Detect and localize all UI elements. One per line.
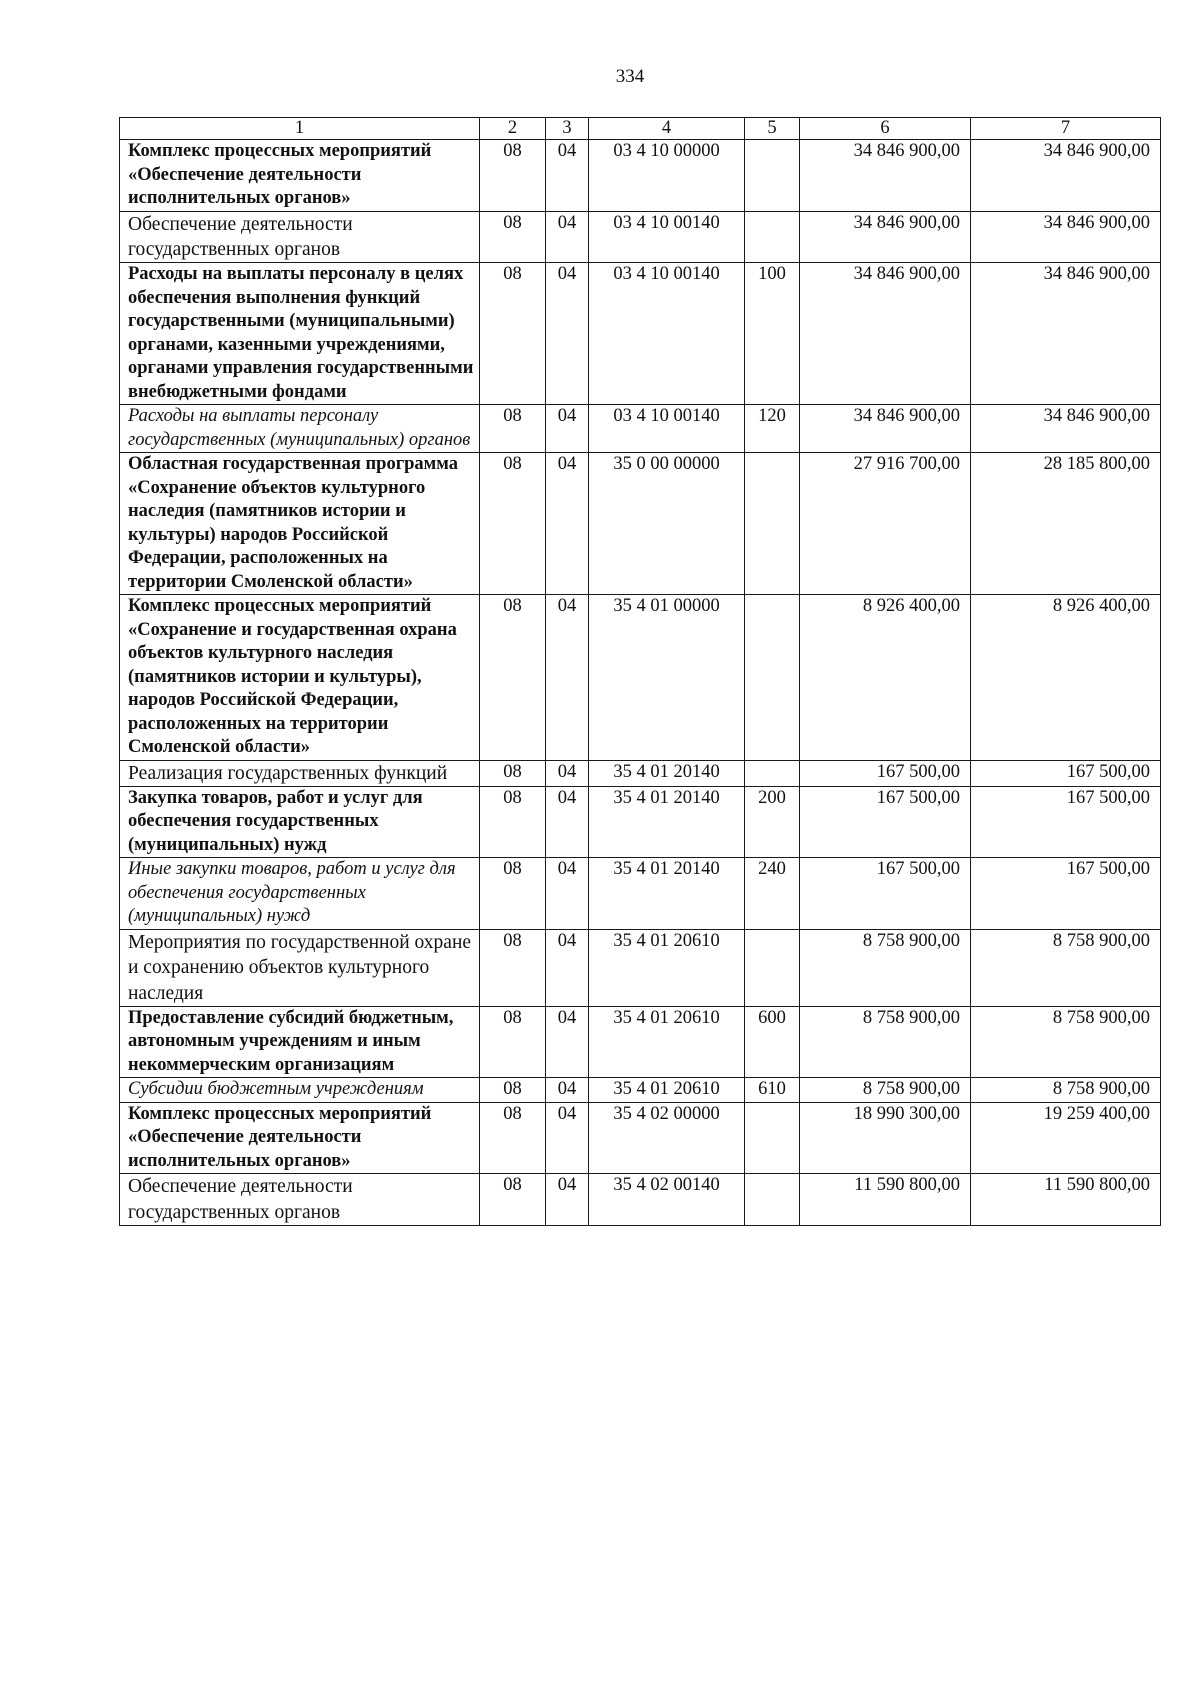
target-article-cell: 35 4 02 00140 bbox=[589, 1174, 745, 1226]
subsection-code-cell: 04 bbox=[546, 595, 589, 760]
amount-year-2-cell: 8 758 900,00 bbox=[971, 1006, 1161, 1077]
target-article-cell: 35 4 01 20140 bbox=[589, 760, 745, 786]
header-cell-5: 5 bbox=[745, 118, 800, 140]
section-code-cell: 08 bbox=[480, 786, 546, 857]
table-row bbox=[120, 1006, 1161, 1077]
table-row bbox=[120, 595, 1161, 760]
expense-type-cell: 610 bbox=[745, 1078, 800, 1102]
header-cell-2: 2 bbox=[480, 118, 546, 140]
amount-year-1-cell: 8 758 900,00 bbox=[800, 1006, 971, 1077]
row-name-cell: Областная государственная программа «Сохранение объектов культурного наследия (памятников истории и культуры) народов Российской Федерации, расположенных на территории Смоленской области» bbox=[120, 453, 480, 595]
section-code-cell: 08 bbox=[480, 760, 546, 786]
expense-type-cell: 100 bbox=[745, 263, 800, 405]
row-name-cell: Закупка товаров, работ и услуг для обеспечения государственных (муниципальных) нужд bbox=[120, 786, 480, 857]
row-name-cell: Иные закупки товаров, работ и услуг для обеспечения государственных (муниципальных) нужд bbox=[120, 858, 480, 929]
section-code-cell: 08 bbox=[480, 595, 546, 760]
expense-type-cell bbox=[745, 453, 800, 595]
expense-type-cell bbox=[745, 760, 800, 786]
expense-type-cell bbox=[745, 140, 800, 211]
target-article-cell: 03 4 10 00140 bbox=[589, 405, 745, 453]
target-article-cell: 35 4 01 00000 bbox=[589, 595, 745, 760]
amount-year-1-cell: 11 590 800,00 bbox=[800, 1174, 971, 1226]
table-row bbox=[120, 760, 1161, 786]
amount-year-1-cell: 8 926 400,00 bbox=[800, 595, 971, 760]
header-row bbox=[120, 118, 1161, 140]
row-name-cell: Комплекс процессных мероприятий «Обеспечение деятельности исполнительных органов» bbox=[120, 1102, 480, 1173]
row-name-cell: Реализация государственных функций bbox=[120, 760, 480, 786]
amount-year-1-cell: 34 846 900,00 bbox=[800, 211, 971, 263]
table-row bbox=[120, 453, 1161, 595]
amount-year-1-cell: 8 758 900,00 bbox=[800, 929, 971, 1006]
amount-year-2-cell: 167 500,00 bbox=[971, 760, 1161, 786]
subsection-code-cell: 04 bbox=[546, 263, 589, 405]
amount-year-2-cell: 34 846 900,00 bbox=[971, 140, 1161, 211]
header-cell-4: 4 bbox=[589, 118, 745, 140]
header-cell-3: 3 bbox=[546, 118, 589, 140]
section-code-cell: 08 bbox=[480, 405, 546, 453]
amount-year-2-cell: 34 846 900,00 bbox=[971, 263, 1161, 405]
table-row bbox=[120, 929, 1161, 1006]
target-article-cell: 35 4 01 20140 bbox=[589, 786, 745, 857]
amount-year-1-cell: 27 916 700,00 bbox=[800, 453, 971, 595]
amount-year-1-cell: 34 846 900,00 bbox=[800, 140, 971, 211]
section-code-cell: 08 bbox=[480, 858, 546, 929]
target-article-cell: 35 4 02 00000 bbox=[589, 1102, 745, 1173]
subsection-code-cell: 04 bbox=[546, 1174, 589, 1226]
subsection-code-cell: 04 bbox=[546, 211, 589, 263]
target-article-cell: 35 4 01 20610 bbox=[589, 1078, 745, 1102]
row-name-cell: Субсидии бюджетным учреждениям bbox=[120, 1078, 480, 1102]
subsection-code-cell: 04 bbox=[546, 1078, 589, 1102]
subsection-code-cell: 04 bbox=[546, 140, 589, 211]
expense-type-cell bbox=[745, 1174, 800, 1226]
subsection-code-cell: 04 bbox=[546, 760, 589, 786]
expense-type-cell bbox=[745, 211, 800, 263]
section-code-cell: 08 bbox=[480, 1174, 546, 1226]
table-row bbox=[120, 263, 1161, 405]
expense-type-cell bbox=[745, 929, 800, 1006]
amount-year-2-cell: 8 758 900,00 bbox=[971, 1078, 1161, 1102]
section-code-cell: 08 bbox=[480, 263, 546, 405]
expense-type-cell: 600 bbox=[745, 1006, 800, 1077]
amount-year-1-cell: 8 758 900,00 bbox=[800, 1078, 971, 1102]
amount-year-1-cell: 18 990 300,00 bbox=[800, 1102, 971, 1173]
amount-year-2-cell: 167 500,00 bbox=[971, 858, 1161, 929]
table-row bbox=[120, 786, 1161, 857]
section-code-cell: 08 bbox=[480, 453, 546, 595]
subsection-code-cell: 04 bbox=[546, 929, 589, 1006]
amount-year-2-cell: 167 500,00 bbox=[971, 786, 1161, 857]
expense-type-cell bbox=[745, 595, 800, 760]
amount-year-1-cell: 167 500,00 bbox=[800, 858, 971, 929]
subsection-code-cell: 04 bbox=[546, 453, 589, 595]
section-code-cell: 08 bbox=[480, 929, 546, 1006]
expense-type-cell: 240 bbox=[745, 858, 800, 929]
header-cell-7: 7 bbox=[971, 118, 1161, 140]
row-name-cell: Расходы на выплаты персоналу государственных (муниципальных) органов bbox=[120, 405, 480, 453]
section-code-cell: 08 bbox=[480, 1006, 546, 1077]
section-code-cell: 08 bbox=[480, 140, 546, 211]
row-name-cell: Комплекс процессных мероприятий «Обеспечение деятельности исполнительных органов» bbox=[120, 140, 480, 211]
header-cell-1: 1 bbox=[120, 118, 480, 140]
target-article-cell: 35 4 01 20610 bbox=[589, 929, 745, 1006]
amount-year-2-cell: 28 185 800,00 bbox=[971, 453, 1161, 595]
expense-type-cell: 120 bbox=[745, 405, 800, 453]
subsection-code-cell: 04 bbox=[546, 1102, 589, 1173]
amount-year-1-cell: 34 846 900,00 bbox=[800, 263, 971, 405]
subsection-code-cell: 04 bbox=[546, 786, 589, 857]
amount-year-1-cell: 34 846 900,00 bbox=[800, 405, 971, 453]
budget-table bbox=[119, 117, 1161, 1226]
row-name-cell: Обеспечение деятельности государственных органов bbox=[120, 1174, 480, 1226]
header-cell-6: 6 bbox=[800, 118, 971, 140]
table-row bbox=[120, 140, 1161, 211]
amount-year-2-cell: 8 758 900,00 bbox=[971, 929, 1161, 1006]
row-name-cell: Мероприятия по государственной охране и сохранению объектов культурного наследия bbox=[120, 929, 480, 1006]
amount-year-1-cell: 167 500,00 bbox=[800, 760, 971, 786]
target-article-cell: 03 4 10 00140 bbox=[589, 211, 745, 263]
amount-year-2-cell: 8 926 400,00 bbox=[971, 595, 1161, 760]
table-row bbox=[120, 1102, 1161, 1173]
section-code-cell: 08 bbox=[480, 1102, 546, 1173]
target-article-cell: 03 4 10 00140 bbox=[589, 263, 745, 405]
expense-type-cell bbox=[745, 1102, 800, 1173]
table-row bbox=[120, 1174, 1161, 1226]
section-code-cell: 08 bbox=[480, 1078, 546, 1102]
amount-year-2-cell: 34 846 900,00 bbox=[971, 405, 1161, 453]
row-name-cell: Комплекс процессных мероприятий «Сохранение и государственная охрана объектов культурного наследия (памятников истории и культуры), народов Российской Федерации, расположенных на территории Смоленской области» bbox=[120, 595, 480, 760]
amount-year-1-cell: 167 500,00 bbox=[800, 786, 971, 857]
row-name-cell: Предоставление субсидий бюджетным, автономным учреждениям и иным некоммерческим организациям bbox=[120, 1006, 480, 1077]
target-article-cell: 35 4 01 20610 bbox=[589, 1006, 745, 1077]
row-name-cell: Расходы на выплаты персоналу в целях обеспечения выполнения функций государственными (муниципальными) органами, казенными учреждениями, органами управления государственными внебюджетными фондами bbox=[120, 263, 480, 405]
target-article-cell: 35 4 01 20140 bbox=[589, 858, 745, 929]
amount-year-2-cell: 19 259 400,00 bbox=[971, 1102, 1161, 1173]
expense-type-cell: 200 bbox=[745, 786, 800, 857]
amount-year-2-cell: 34 846 900,00 bbox=[971, 211, 1161, 263]
table-row bbox=[120, 405, 1161, 453]
section-code-cell: 08 bbox=[480, 211, 546, 263]
table-row bbox=[120, 211, 1161, 263]
amount-year-2-cell: 11 590 800,00 bbox=[971, 1174, 1161, 1226]
page-number: 334 bbox=[615, 66, 645, 87]
subsection-code-cell: 04 bbox=[546, 1006, 589, 1077]
subsection-code-cell: 04 bbox=[546, 858, 589, 929]
subsection-code-cell: 04 bbox=[546, 405, 589, 453]
target-article-cell: 03 4 10 00000 bbox=[589, 140, 745, 211]
row-name-cell: Обеспечение деятельности государственных органов bbox=[120, 211, 480, 263]
target-article-cell: 35 0 00 00000 bbox=[589, 453, 745, 595]
table-row bbox=[120, 1078, 1161, 1102]
table-row bbox=[120, 858, 1161, 929]
